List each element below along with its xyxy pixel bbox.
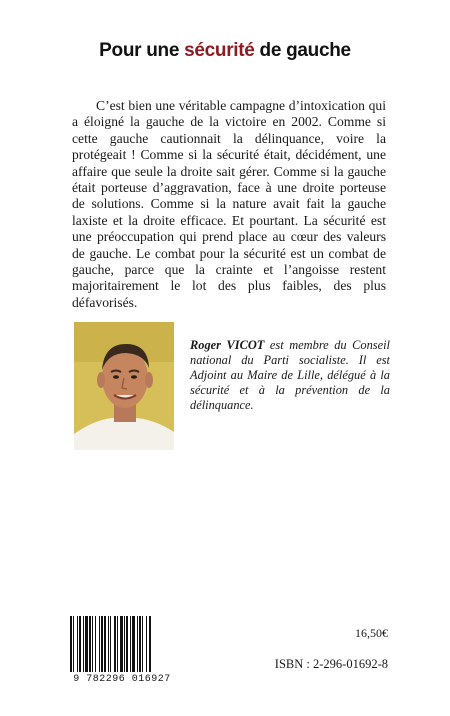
book-title [0,40,450,62]
author-name: Roger VICOT [190,338,265,352]
price: 16,50€ [355,626,388,640]
title-part-1: Pour une [99,40,185,61]
title-highlight: sécurité [184,40,255,61]
barcode-digits: 9 782296 016927 [73,674,171,685]
title-part-2: de gauche [254,40,351,61]
author-bio-text: est membre du Conseil national du Parti socialiste. Il est Adjoint au Maire de Lille, délégué à la sécurité et à la prévention de la délinquance. [190,338,390,412]
isbn-number: ISBN : 2-296-01692-8 [274,657,388,671]
author-photo [74,322,174,450]
barcode-bars [66,616,178,674]
isbn-barcode [66,616,178,690]
back-cover-summary: C’est bien une véritable campagne d’intoxication qui a éloigné la gauche de la victoire en 2002. Comme si cette gauche cautionnait la délinquance, voire la protégeait ! Comme si la sécurité était, décidément, une affaire que seule la droite sait gérer. Comme si la gauche était porteuse d’aggravation, face à une droite porteuse de solutions. Comme si la nature avait fait la gauche laxiste et la droite efficace. Et pourtant. La sécurité est une préoccupation qui prend place au cœur des valeurs de gauche. Le combat pour la sécurité est un combat de gauche, parce que la crainte et l’angoisse restent majoritairement le lot des plus faibles, des plus défavorisés. [72,98,386,310]
author-bio [190,338,390,413]
